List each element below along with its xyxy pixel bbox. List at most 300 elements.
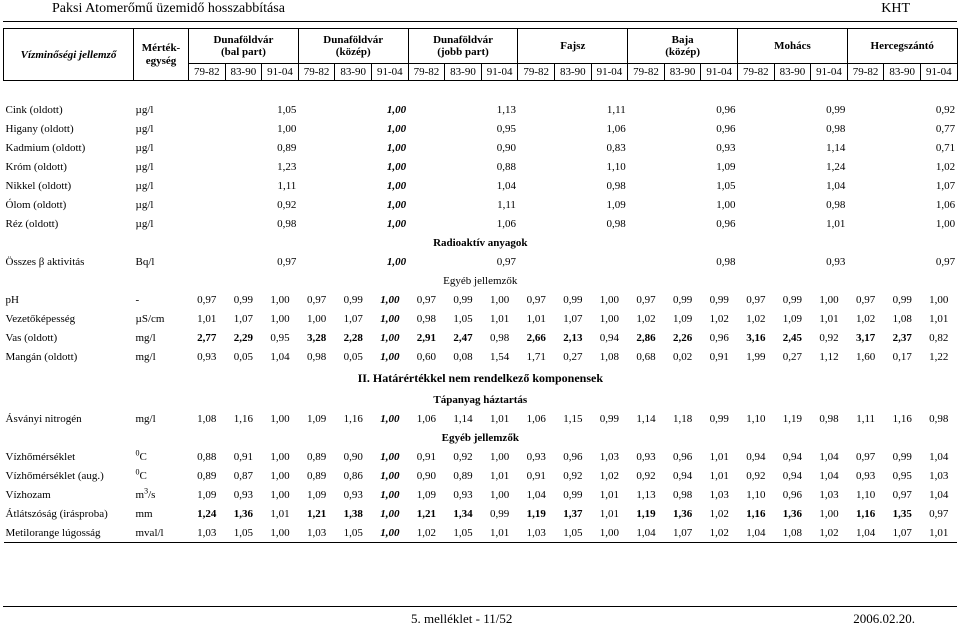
site-subtitle: (közép) <box>665 46 701 58</box>
cell-value: 1,04 <box>738 523 775 543</box>
cell-value: 1,02 <box>811 523 848 543</box>
cell-value: 1,00 <box>929 293 949 306</box>
section-title: Egyéb jellemzők <box>441 431 519 444</box>
column-header-site <box>298 29 408 64</box>
cell-value: 1,21 <box>306 507 327 520</box>
cell-value: 1,00 <box>270 412 290 425</box>
cell-value: 1,05 <box>277 103 297 116</box>
cell-value: 1,05 <box>453 312 473 325</box>
table-row <box>4 447 958 466</box>
cell-value: 0,97 <box>496 255 516 268</box>
cell-value: 1,00 <box>599 312 620 325</box>
cell-value: 0,94 <box>746 450 766 463</box>
cell-value: 1,01 <box>490 412 510 425</box>
cell-value: 1,34 <box>453 507 473 520</box>
table-row <box>4 523 958 543</box>
parameter-name: Réz (oldott) <box>5 217 59 230</box>
cell-value: 2,47 <box>453 331 473 344</box>
cell-value: 0,86 <box>343 469 363 482</box>
unit: mg/l <box>135 412 156 425</box>
column-header-period: 91-04 <box>921 64 958 81</box>
cell-value: 0,90 <box>416 469 437 482</box>
cell-value: 1,01 <box>490 469 510 482</box>
cell-value: 1,10 <box>746 488 766 501</box>
cell-value: 1,01 <box>929 312 949 325</box>
cell-value: 1,09 <box>306 412 327 425</box>
cell-value: 1,00 <box>270 293 290 306</box>
cell-value: 1,10 <box>746 412 766 425</box>
cell-value: 1,18 <box>672 412 693 425</box>
table-row <box>4 195 958 214</box>
water-quality-table <box>3 28 958 543</box>
column-header-period: 83-90 <box>664 64 701 81</box>
cell-value: 3,16 <box>746 331 766 344</box>
cell-value: 0,97 <box>746 293 766 306</box>
cell-value: 1,03 <box>709 488 729 501</box>
cell-value: 1,00 <box>270 312 290 325</box>
cell-value: 0,96 <box>709 331 729 344</box>
unit: µg/l <box>135 103 154 116</box>
cell-value: 1,00 <box>277 122 297 135</box>
cell-value: 1,06 <box>416 412 437 425</box>
cell-value: 1,07 <box>664 523 701 543</box>
column-header-period: 83-90 <box>445 64 482 81</box>
cell-value: 1,07 <box>233 312 254 325</box>
table-row <box>4 157 958 176</box>
cell-value: 0,89 <box>306 469 327 482</box>
table-row <box>4 347 958 366</box>
site-name: Dunaföldvár <box>323 34 384 46</box>
cell-value: 1,05 <box>555 523 592 543</box>
cell-value: 1,00 <box>262 523 299 543</box>
cell-value: 1,00 <box>306 312 327 325</box>
cell-value: 1,00 <box>380 469 400 482</box>
cell-value: 1,00 <box>380 350 400 363</box>
cell-value: 0,99 <box>826 103 846 116</box>
cell-value: 0,99 <box>672 293 693 306</box>
cell-value: 1,00 <box>490 450 510 463</box>
cell-value: 1,08 <box>892 312 912 325</box>
unit: mm <box>135 507 153 520</box>
cell-value: 0,93 <box>636 450 656 463</box>
cell-value: 1,00 <box>380 412 400 425</box>
cell-value: 1,00 <box>380 488 400 501</box>
cell-value: 1,05 <box>225 523 262 543</box>
table-row <box>4 409 958 428</box>
column-header-period: 91-04 <box>372 64 409 81</box>
table-row <box>4 138 958 157</box>
cell-value: 0,93 <box>826 255 846 268</box>
cell-value: 1,02 <box>709 312 729 325</box>
cell-value: 0,92 <box>277 198 297 211</box>
column-header-period: 83-90 <box>335 64 372 81</box>
column-header-site <box>189 29 299 64</box>
cell-value: 1,14 <box>636 412 656 425</box>
cell-value: 0,92 <box>563 469 583 482</box>
cell-value: 3,28 <box>306 331 327 344</box>
cell-value: 1,01 <box>599 488 620 501</box>
cell-value: 0,02 <box>672 350 693 363</box>
cell-value: 0,91 <box>526 469 546 482</box>
cell-value: 1,08 <box>774 523 811 543</box>
site-name: Dunaföldvár <box>213 34 274 46</box>
cell-value: 0,97 <box>892 488 912 501</box>
cell-value: 1,06 <box>935 198 956 211</box>
cell-value: 1,16 <box>892 412 912 425</box>
cell-value: 0,92 <box>819 331 839 344</box>
cell-value: 1,00 <box>380 507 400 520</box>
cell-value: 1,03 <box>518 523 555 543</box>
cell-value: 0,92 <box>746 469 766 482</box>
unit: µg/l <box>135 217 154 230</box>
cell-value: 1,05 <box>716 179 736 192</box>
cell-value: 0,99 <box>233 293 254 306</box>
cell-value: 1,01 <box>270 507 290 520</box>
cell-value: 1,04 <box>496 179 516 192</box>
section-title-row <box>4 271 958 290</box>
cell-value: 1,00 <box>270 488 290 501</box>
site-name: Fajsz <box>560 40 586 52</box>
cell-value: 2,29 <box>233 331 254 344</box>
parameter-name: Mangán (oldott) <box>5 350 78 363</box>
cell-value: 0,08 <box>453 350 473 363</box>
cell-value: 2,91 <box>416 331 437 344</box>
cell-value: 1,02 <box>855 312 876 325</box>
column-header-period: 79-82 <box>738 64 775 81</box>
cell-value: 0,95 <box>270 331 290 344</box>
parameter-name: Ásványi nitrogén <box>5 412 82 425</box>
table-row <box>4 485 958 504</box>
cell-value: 1,36 <box>782 507 803 520</box>
cell-value: 0,99 <box>343 293 363 306</box>
cell-value: 0,05 <box>233 350 254 363</box>
cell-value: 0,96 <box>716 217 736 230</box>
cell-value: 1,00 <box>935 217 956 230</box>
column-header-period: 91-04 <box>701 64 738 81</box>
column-header-site <box>518 29 628 64</box>
cell-value: 0,93 <box>197 350 217 363</box>
column-header-period: 83-90 <box>884 64 921 81</box>
cell-value: 1,00 <box>380 312 400 325</box>
cell-value: 1,11 <box>277 179 297 192</box>
cell-value: 0,68 <box>636 350 656 363</box>
column-header-period: 91-04 <box>811 64 848 81</box>
table-row <box>4 100 958 119</box>
cell-value: 1,19 <box>636 507 656 520</box>
cell-value: 0,98 <box>826 122 846 135</box>
cell-value: 1,00 <box>386 217 407 230</box>
unit: mg/l <box>135 350 156 363</box>
unit: - <box>135 293 140 306</box>
cell-value: 1,19 <box>526 507 546 520</box>
cell-value: 1,16 <box>746 507 766 520</box>
cell-value: 1,07 <box>935 179 956 192</box>
cell-value: 1,03 <box>819 488 839 501</box>
table-row <box>4 176 958 195</box>
cell-value: 1,04 <box>847 523 884 543</box>
cell-value: 1,04 <box>819 450 839 463</box>
column-header-period: 91-04 <box>481 64 518 81</box>
cell-value: 1,11 <box>856 412 876 425</box>
cell-value: 1,12 <box>819 350 839 363</box>
cell-value: 1,01 <box>819 312 839 325</box>
cell-value: 2,66 <box>526 331 546 344</box>
cell-value: 1,16 <box>855 507 876 520</box>
parameter-name: Metilorange lúgosság <box>4 523 134 543</box>
page-footer <box>3 606 957 626</box>
cell-value: 1,00 <box>599 293 620 306</box>
cell-value: 1,10 <box>855 488 876 501</box>
cell-value: 0,90 <box>496 141 516 154</box>
header-divider <box>3 21 957 22</box>
cell-value: 0,95 <box>496 122 516 135</box>
column-header-period: 79-82 <box>518 64 555 81</box>
cell-value: 1,11 <box>497 198 516 211</box>
cell-value: 1,09 <box>197 488 217 501</box>
column-header-period: 83-90 <box>225 64 262 81</box>
page-header <box>0 0 960 22</box>
unit: µS/cm <box>135 312 165 325</box>
cell-value: 0,93 <box>453 488 473 501</box>
cell-value: 0,92 <box>636 469 656 482</box>
cell-value: 1,00 <box>716 198 736 211</box>
cell-value: 1,22 <box>929 350 949 363</box>
parameter-name: Vas (oldott) <box>5 331 58 344</box>
cell-value: 0,98 <box>606 217 626 230</box>
cell-value: 1,01 <box>490 312 510 325</box>
section-title-row <box>4 428 958 447</box>
cell-value: 0,98 <box>490 331 510 344</box>
cell-value: 1,09 <box>782 312 803 325</box>
site-name: Baja <box>671 34 694 46</box>
column-header-parameter: Vízminőségi jellemző <box>4 29 134 81</box>
column-header-period: 83-90 <box>555 64 592 81</box>
column-header-site <box>847 29 957 64</box>
cell-value: 1,00 <box>490 293 510 306</box>
cell-value: 0,99 <box>892 293 912 306</box>
cell-value: 1,02 <box>636 312 656 325</box>
cell-value: 0,96 <box>716 103 736 116</box>
cell-value: 0,87 <box>233 469 254 482</box>
cell-value: 0,93 <box>716 141 736 154</box>
column-header-unit: Mérték-egység <box>134 29 189 81</box>
cell-value: 1,36 <box>233 507 254 520</box>
cell-value: 2,86 <box>636 331 656 344</box>
parameter-name: Ólom (oldott) <box>5 198 67 211</box>
cell-value: 0,98 <box>606 179 626 192</box>
cell-value: 0,96 <box>782 488 803 501</box>
cell-value: 0,98 <box>826 198 846 211</box>
cell-value: 1,03 <box>929 469 949 482</box>
cell-value: 0,93 <box>526 450 546 463</box>
cell-value: 0,98 <box>416 312 437 325</box>
cell-value: 1,02 <box>599 469 620 482</box>
unit: mval/l <box>134 523 189 543</box>
section-title: II. Határértékkel nem rendelkező komponensek <box>357 370 604 385</box>
cell-value: 0,98 <box>929 412 949 425</box>
cell-value: 0,94 <box>672 469 693 482</box>
cell-value: 0,99 <box>709 293 729 306</box>
cell-value: 1,04 <box>270 350 290 363</box>
cell-value: 0,99 <box>892 450 912 463</box>
section-title: Radioaktív anyagok <box>433 236 528 249</box>
cell-value: 1,00 <box>819 293 839 306</box>
unit: µg/l <box>135 179 154 192</box>
unit: µg/l <box>135 198 154 211</box>
cell-value: 0,96 <box>716 122 736 135</box>
spacer-row <box>4 81 958 101</box>
column-header-site <box>628 29 738 64</box>
parameter-name: Vízhőmérséklet (aug.) <box>5 469 104 482</box>
cell-value: 0,99 <box>782 293 803 306</box>
document-date: 2006.02.20. <box>853 611 915 626</box>
cell-value: 1,37 <box>563 507 583 520</box>
cell-value: 0,97 <box>855 293 876 306</box>
cell-value: 0,90 <box>343 450 363 463</box>
cell-value: 0,92 <box>453 450 473 463</box>
cell-value: 1,00 <box>380 331 400 344</box>
site-name: Hercegszántó <box>870 40 934 52</box>
document-title: Paksi Atomerőmű üzemidő hosszabbítása <box>52 1 285 16</box>
cell-value: 1,08 <box>599 350 620 363</box>
table-row <box>4 290 958 309</box>
table-row <box>4 328 958 347</box>
cell-value: 0,97 <box>929 507 949 520</box>
cell-value: 1,00 <box>386 179 407 192</box>
cell-value: 1,02 <box>701 523 738 543</box>
cell-value: 0,89 <box>197 469 217 482</box>
table-row <box>4 119 958 138</box>
unit: Bq/l <box>135 255 155 268</box>
unit: $^0$C <box>135 466 147 482</box>
cell-value: 1,04 <box>628 523 665 543</box>
parameter-name: Nikkel (oldott) <box>5 179 72 192</box>
cell-value: 0,92 <box>935 103 956 116</box>
cell-value: 1,00 <box>819 507 839 520</box>
cell-value: 0,89 <box>277 141 297 154</box>
cell-value: 0,88 <box>496 160 516 173</box>
header-row-sites <box>4 29 958 64</box>
cell-value: 0,98 <box>277 217 297 230</box>
cell-value: 2,37 <box>892 331 912 344</box>
parameter-name: Kadmium (oldott) <box>5 141 86 154</box>
cell-value: 1,13 <box>636 488 656 501</box>
cell-value: 1,24 <box>197 507 217 520</box>
cell-value: 1,07 <box>343 312 363 325</box>
cell-value: 1,54 <box>490 350 510 363</box>
cell-value: 0,98 <box>306 350 327 363</box>
cell-value: 2,26 <box>672 331 693 344</box>
cell-value: 1,03 <box>189 523 226 543</box>
organization-label: KHT <box>881 1 910 16</box>
site-name: Dunaföldvár <box>433 34 493 46</box>
section-title-row <box>4 233 958 252</box>
cell-value: 1,06 <box>496 217 516 230</box>
cell-value: 0,99 <box>709 412 729 425</box>
cell-value: 1,09 <box>306 488 327 501</box>
cell-value: 0,60 <box>416 350 437 363</box>
cell-value: 0,97 <box>277 255 297 268</box>
cell-value: 0,98 <box>672 488 693 501</box>
parameter-name: Higany (oldott) <box>5 122 74 135</box>
cell-value: 0,91 <box>416 450 437 463</box>
cell-value: 1,23 <box>277 160 297 173</box>
parameter-name: Cink (oldott) <box>5 103 63 116</box>
cell-value: 3,17 <box>855 331 876 344</box>
cell-value: 1,16 <box>233 412 254 425</box>
cell-value: 1,00 <box>380 450 400 463</box>
cell-value: 1,00 <box>386 141 407 154</box>
parameter-name: Vízhőmérséklet <box>5 450 76 463</box>
column-header-period: 83-90 <box>774 64 811 81</box>
cell-value: 0,97 <box>197 293 217 306</box>
parameter-name: Vezetőképesség <box>5 312 76 325</box>
cell-value: 1,09 <box>416 488 437 501</box>
cell-value: 0,99 <box>453 293 473 306</box>
column-header-period: 79-82 <box>847 64 884 81</box>
parameter-name: Összes β aktivitás <box>5 255 85 268</box>
column-header-period: 91-04 <box>591 64 628 81</box>
cell-value: 1,14 <box>453 412 473 425</box>
site-name: Mohács <box>774 40 811 52</box>
cell-value: 1,00 <box>270 450 290 463</box>
cell-value: 1,04 <box>826 179 846 192</box>
cell-value: 1,01 <box>599 507 620 520</box>
cell-value: 0,93 <box>233 488 254 501</box>
cell-value: 0,97 <box>935 255 956 268</box>
cell-value: 2,28 <box>343 331 363 344</box>
cell-value: 0,91 <box>233 450 254 463</box>
cell-value: 1,35 <box>892 507 912 520</box>
cell-value: 0,97 <box>636 293 656 306</box>
section-title-row <box>4 366 958 390</box>
cell-value: 1,00 <box>386 255 407 268</box>
column-header-period: 79-82 <box>408 64 445 81</box>
cell-value: 1,05 <box>445 523 482 543</box>
cell-value: 0,93 <box>343 488 363 501</box>
cell-value: 1,09 <box>672 312 693 325</box>
cell-value: 1,00 <box>386 122 407 135</box>
cell-value: 0,96 <box>563 450 583 463</box>
cell-value: 0,77 <box>935 122 956 135</box>
cell-value: 0,89 <box>306 450 327 463</box>
unit: $^0$C <box>135 447 147 463</box>
cell-value: 1,06 <box>526 412 546 425</box>
cell-value: 1,01 <box>526 312 546 325</box>
cell-value: 0,94 <box>782 469 803 482</box>
cell-value: 1,00 <box>386 160 407 173</box>
cell-value: 0,98 <box>716 255 736 268</box>
cell-value: 0,99 <box>490 507 510 520</box>
cell-value: 0,71 <box>935 141 956 154</box>
cell-value: 1,01 <box>709 450 729 463</box>
cell-value: 2,77 <box>197 331 217 344</box>
site-subtitle: (bal part) <box>220 46 266 58</box>
cell-value: 1,00 <box>372 523 409 543</box>
unit: µg/l <box>135 160 154 173</box>
section-title: Tápanyag háztartás <box>433 393 528 406</box>
cell-value: 1,07 <box>884 523 921 543</box>
unit: $m^3/s$ <box>135 485 156 501</box>
cell-value: 0,99 <box>563 488 583 501</box>
cell-value: 1,04 <box>929 450 949 463</box>
cell-value: 0,99 <box>599 412 620 425</box>
cell-value: 0,94 <box>599 331 620 344</box>
table-row <box>4 252 958 271</box>
table-row <box>4 309 958 328</box>
cell-value: 2,45 <box>782 331 803 344</box>
cell-value: 1,00 <box>490 488 510 501</box>
